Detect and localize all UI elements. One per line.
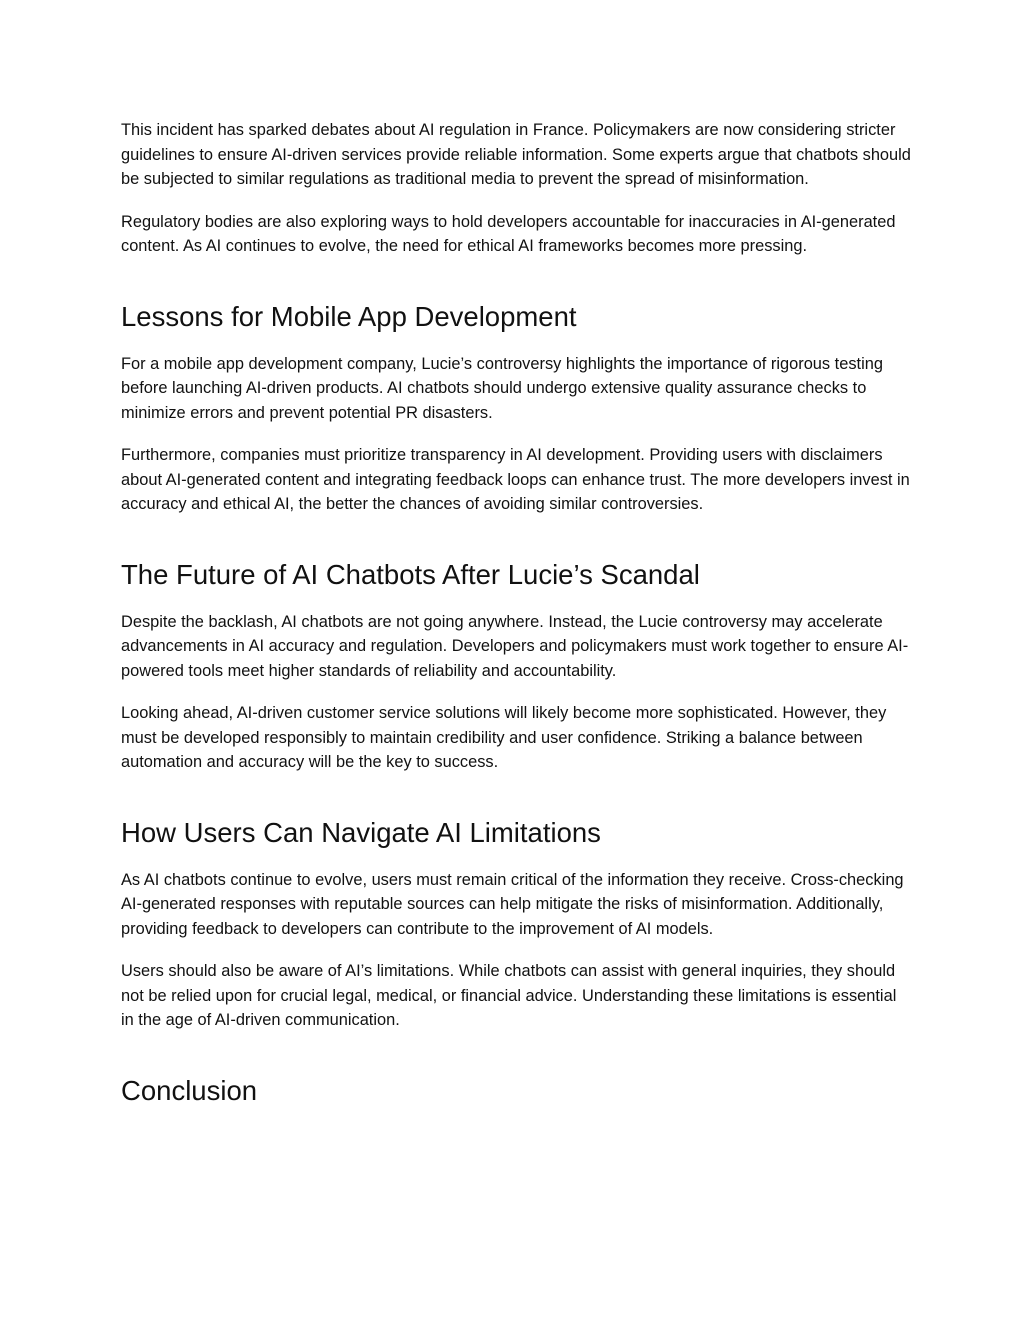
heading-future-ai-chatbots: The Future of AI Chatbots After Lucie’s Scandal bbox=[121, 558, 700, 590]
spacer bbox=[121, 1051, 911, 1074]
heading-users-navigate-limitations: How Users Can Navigate AI Limitations bbox=[121, 816, 601, 848]
spacer bbox=[121, 277, 911, 300]
paragraph-transparency: Furthermore, companies must prioritize transparency in AI development. Providing users with disclaimers about AI-generated content and integrating feedback loops can enhance trust. The more developers invest in accuracy and ethical AI, the better the chances of avoiding similar controversies. bbox=[121, 446, 910, 513]
spacer bbox=[121, 334, 911, 352]
paragraph-ai-regulation-debate: This incident has sparked debates about AI regulation in France. Policymakers are now considering stricter guidelines to ensure AI-driven services provide reliable information. Some experts argue that chatbots should be subjected to similar regulations as traditional media to prevent the spread of misinformation. bbox=[121, 121, 911, 188]
paragraph-mobile-app-testing: For a mobile app development company, Lucie’s controversy highlights the importance of rigorous testing before launching AI-driven products. AI chatbots should undergo extensive quality assurance checks to minimize errors and prevent potential PR disasters. bbox=[121, 354, 883, 422]
paragraph-looking-ahead: Looking ahead, AI-driven customer service solutions will likely become more sophisticated. However, they must be developed responsibly to maintain credibility and user confidence. Striking a balance between automation and accuracy will be the key to success. bbox=[121, 704, 887, 771]
spacer bbox=[121, 535, 911, 558]
spacer bbox=[121, 592, 911, 610]
spacer bbox=[121, 793, 911, 816]
document-page bbox=[121, 118, 911, 1108]
heading-lessons-mobile-app: Lessons for Mobile App Development bbox=[121, 300, 577, 332]
spacer bbox=[121, 850, 911, 868]
paragraph-despite-backlash: Despite the backlash, AI chatbots are not going anywhere. Instead, the Lucie controversy may accelerate advancements in AI accuracy and regulation. Developers and policymakers must work together to ensure AI-powered tools meet higher standards of reliability and accountability. bbox=[121, 612, 909, 680]
paragraph-users-critical: As AI chatbots continue to evolve, users must remain critical of the information they receive. Cross-checking AI-generated responses with reputable sources can help mitigate the risks of misinformation. Additionally, providing feedback to developers can contribute to the improvement of AI models. bbox=[121, 870, 904, 938]
paragraph-ai-limitations: Users should also be aware of AI’s limitations. While chatbots can assist with general inquiries, they should not be relied upon for crucial legal, medical, or financial advice. Understanding these limitations is essential in the age of AI-driven communication. bbox=[121, 962, 897, 1029]
paragraph-regulatory-bodies: Regulatory bodies are also exploring ways to hold developers accountable for inaccuracies in AI-generated content. As AI continues to evolve, the need for ethical AI frameworks becomes more pressing. bbox=[121, 212, 896, 255]
heading-conclusion: Conclusion bbox=[121, 1074, 258, 1106]
